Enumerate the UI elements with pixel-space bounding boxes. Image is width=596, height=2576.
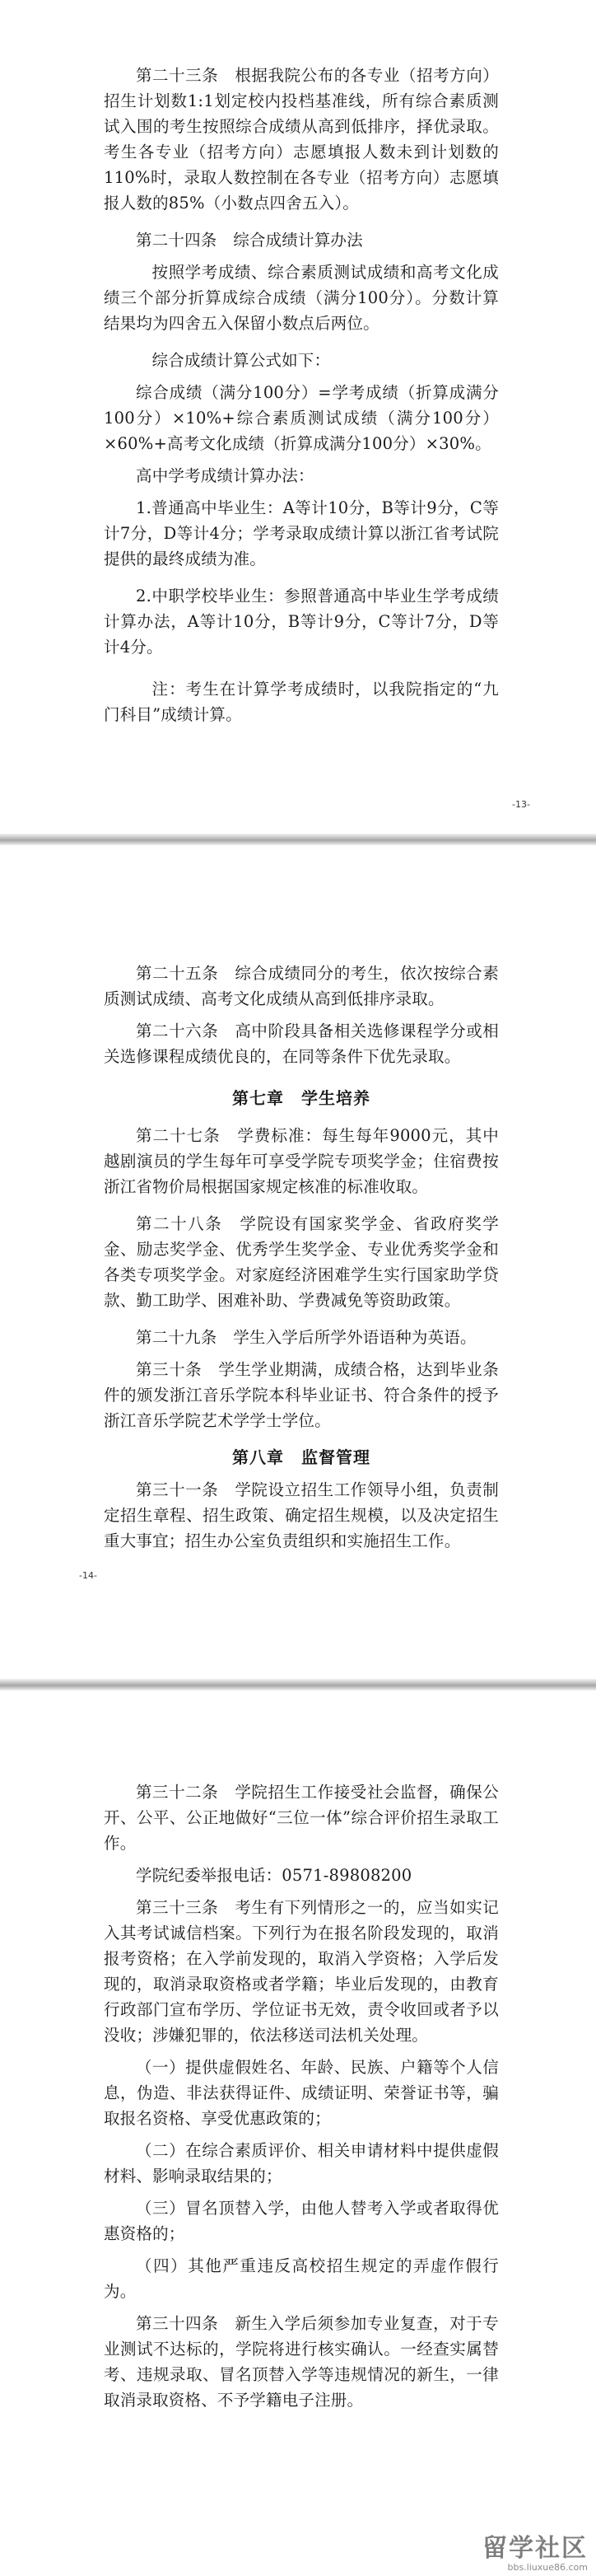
- formula-intro: 综合成绩计算公式如下：: [151, 351, 331, 370]
- article-34: 第三十四条 新生入学后须参加专业复查，对于专业测试不达标的，学院将进行核实确认。一经查实属替考、违规录取、冒名顶替入学等违规情况的新生，一律取消录取资格、不予学籍电子注册。: [104, 2314, 499, 2410]
- chapter-8-heading: 第八章 监督管理: [232, 1447, 370, 1467]
- article-27: 第二十七条 学费标准：每生每年9000元，其中越剧演员的学生每年可享受学院专项奖学金；住宿费按浙江省物价局根据国家规定核准的标准收取。: [104, 1126, 499, 1196]
- article-26: 第二十六条 高中阶段具备相关选修课程学分或相关选修课程成绩优良的，在同等条件下优先录取。: [104, 1022, 499, 1066]
- document-page-15: [0, 1690, 596, 2576]
- article-31: 第三十一条 学院设立招生工作领导小组，负责制定招生章程、招生政策、确定招生规模，以及决定招生重大事宜；招生办公室负责组织和实施招生工作。: [104, 1480, 499, 1550]
- page-separator: [0, 1679, 596, 1690]
- watermark-logo-text: 留学社区: [482, 2534, 588, 2563]
- article-33-item-2: （二）在综合素质评价、相关申请材料中提供虚假材料、影响录取结果的；: [104, 2141, 499, 2186]
- article-23: 第二十三条 根据我院公布的各专业（招考方向）招生计划数1:1划定校内投档基准线，所有综合素质测试入围的考生按照综合成绩从高到低排序，择优录取。考生各专业（招考方向）志愿填报人数未到计划数的110%时，录取人数控制在各专业（招考方向）志愿填报人数的85%（小数点四舍五入）。: [104, 66, 499, 213]
- article-29: 第二十九条 学生入学后所学外语语种为英语。: [136, 1328, 477, 1347]
- watermark-url: bbs.liuxue86.com: [507, 2562, 588, 2573]
- article-24-heading: 第二十四条 综合成绩计算办法: [136, 231, 363, 250]
- xuekao-method-heading: 高中学考成绩计算办法：: [136, 466, 314, 485]
- page-separator: [0, 834, 596, 845]
- article-33: 第三十三条 考生有下列情形之一的，应当如实记入其考试诚信档案。下列行为在报名阶段发现的，取消报考资格；在入学前发现的，取消入学资格；入学后发现的，取消录取资格或者学籍；毕业后发现的，由教育行政部门宣布学历、学位证书无效，责令收回或者予以没收；涉嫌犯罪的，依法移送司法机关处理。: [104, 1898, 499, 2045]
- document-page-13: [0, 0, 596, 834]
- article-33-item-1: （一）提供虚假姓名、年龄、民族、户籍等个人信息，伪造、非法获得证件、成绩证明、荣誉证书等，骗取报名资格、享受优惠政策的；: [104, 2058, 499, 2128]
- page-number: -13-: [512, 799, 530, 810]
- xuekao-note: 注：考生在计算学考成绩时，以我院指定的“九门科目”成绩计算。: [104, 680, 499, 724]
- article-25: 第二十五条 综合成绩同分的考生，依次按综合素质测试成绩、高考文化成绩从高到低排序录取。: [104, 964, 499, 1008]
- xuekao-vocational-school: 2.中职学校毕业生：参照普通高中毕业生学考成绩计算办法，A等计10分，B等计9分，C等计7分，D等计4分。: [104, 587, 499, 657]
- formula-text: 综合成绩（满分100分）=学考成绩（折算成满分100分）×10%+综合素质测试成绩（满分100分）×60%+高考文化成绩（折算成满分100分）×30%。: [104, 383, 499, 453]
- xuekao-regular-high-school: 1.普通高中毕业生：A等计10分，B等计9分，C等计7分，D等计4分；学考录取成绩计算以浙江省考试院提供的最终成绩为准。: [104, 498, 499, 568]
- page-number: -14-: [79, 1570, 97, 1581]
- article-33-item-3: （三）冒名顶替入学，由他人替考入学或者取得优惠资格的；: [104, 2199, 499, 2243]
- article-32: 第三十二条 学院招生工作接受社会监督，确保公开、公平、公正地做好“三位一体”综合评价招生录取工作。: [104, 1783, 499, 1853]
- article-30: 第三十条 学生学业期满，成绩合格，达到毕业条件的颁发浙江音乐学院本科毕业证书、符合条件的授予浙江音乐学院艺术学学士学位。: [104, 1360, 499, 1430]
- report-phone: 学院纪委举报电话：0571-89808200: [136, 1866, 412, 1885]
- article-28: 第二十八条 学院设有国家奖学金、省政府奖学金、励志奖学金、优秀学生奖学金、专业优秀奖学金和各类专项奖学金。对家庭经济困难学生实行国家助学贷款、勤工助学、困难补助、学费减免等资助政策。: [104, 1214, 499, 1310]
- site-watermark: [482, 2527, 588, 2573]
- article-33-item-4: （四）其他严重违反高校招生规定的弄虚作假行为。: [104, 2256, 499, 2301]
- chapter-7-heading: 第七章 学生培养: [232, 1088, 370, 1108]
- document-page-14: [0, 845, 596, 1679]
- article-24-method: 按照学考成绩、综合素质测试成绩和高考文化成绩三个部分折算成综合成绩（满分100分）。分数计算结果均为四舍五入保留小数点后两位。: [104, 263, 499, 333]
